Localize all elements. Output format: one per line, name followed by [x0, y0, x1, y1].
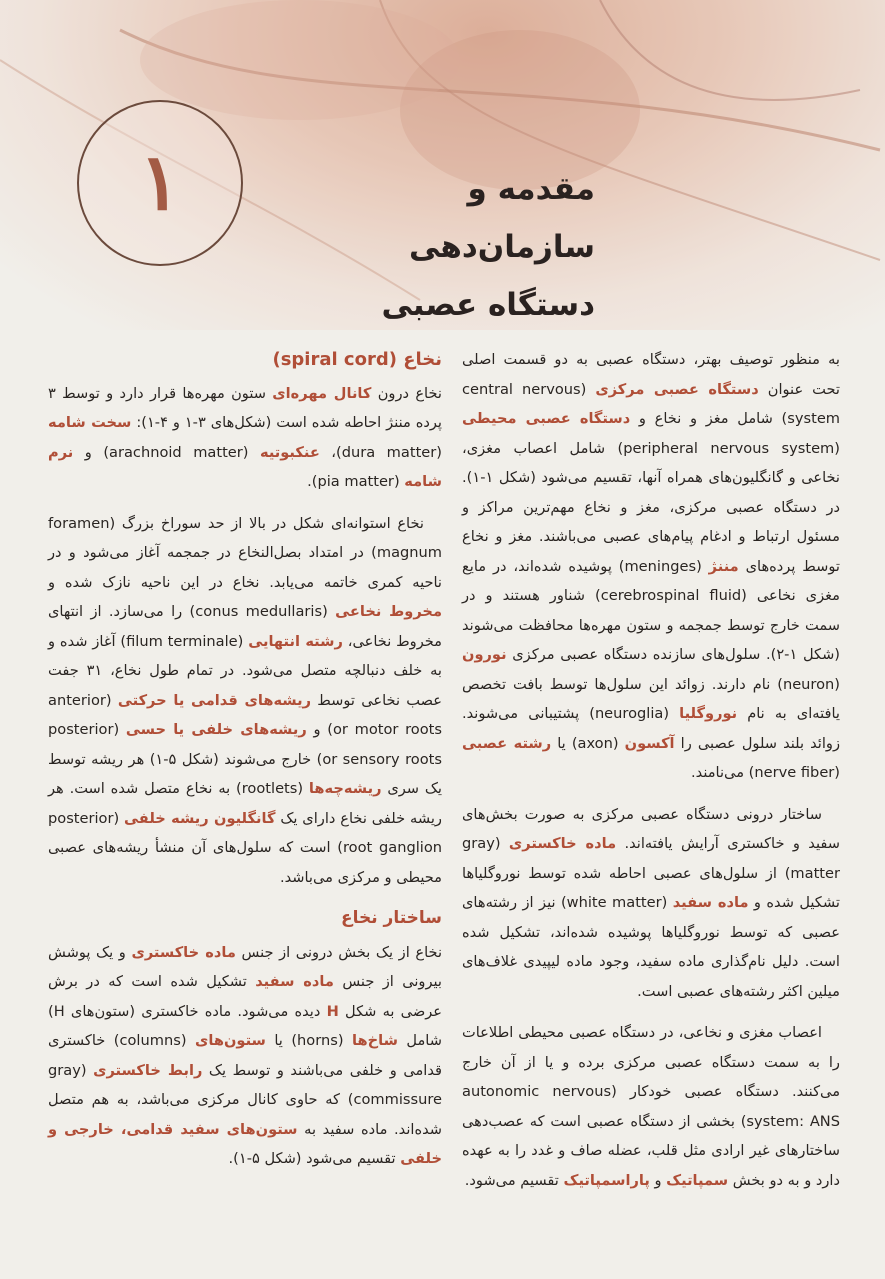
text-run: (gray matter) از سلول‌های عصبی احاطه شده توسط نوروگلیاها تشکیل شده و	[462, 835, 840, 911]
key-term: ماده سفید	[255, 973, 334, 990]
text-run: (columns) خاکستری قدامی و خلفی می‌باشند و توسط یک	[48, 1032, 442, 1079]
text-run: نخاع استوانه‌ای شکل در بالا از حد سوراخ بزرگ (foramen magnum) در امتداد بصل‌النخاع در جمجمه آغاز می‌شود و در ناحیه کمری خاتمه می‌یابد. نخاع در این ناحیه نازک شده و	[48, 514, 442, 591]
text-run: (gray commissure) که حاوی کانال مرکزی می‌باشد، به هم متصل شده‌اند. ماده سفید به	[48, 1061, 442, 1138]
text-run: به منظور توصیف بهتر، دستگاه عصبی به دو قسمت اصلی تحت عنوان	[462, 351, 840, 398]
text-run: نخاع از یک بخش درونی از جنس	[235, 943, 443, 961]
text-run: اعصاب مغزی و نخاعی، در دستگاه عصبی محیطی اطلاعات را به سمت دستگاه عصبی مرکزی برده و یا از آن خارج می‌کنند. دستگاه عصبی خودکار (autonomic nervous system: ANS) بخشی از دستگاه عصبی است که عصب‌دهی ساختارهای غیر ارادی مثل قلب، عضله صاف و غدد را به عهده دارد و به دو بخش	[462, 1024, 841, 1189]
text-run: (posterior or sensory roots) خارج می‌شوند (شکل ۵-۱) هر ریشه توسط یک سری	[48, 721, 442, 797]
text-run: (axon) یا	[551, 734, 625, 752]
key-term: گانگلیون ریشه خلفی	[124, 809, 276, 827]
chapter-number: ۱	[139, 137, 181, 228]
chapter-title-line2: دستگاه عصبی	[381, 287, 595, 323]
key-term: پاراسمپاتیک	[563, 1171, 650, 1189]
key-term: نرم شامه	[48, 443, 442, 490]
text-run: تقسیم می‌شود.	[464, 1171, 564, 1189]
key-term: ماده خاکستری	[508, 835, 617, 852]
key-term: ماده خاکستری	[131, 943, 236, 961]
key-term: شاخ‌ها	[352, 1032, 398, 1049]
text-run: ساختار درونی دستگاه عصبی مرکزی به صورت بخش‌های سفید و خاکستری آرایش یافته‌اند.	[462, 805, 840, 852]
left-text-column	[48, 345, 442, 1186]
paragraph	[48, 938, 442, 1174]
key-term: H	[326, 1002, 339, 1020]
paragraph	[48, 509, 442, 893]
key-term: ماده سفید	[672, 894, 749, 911]
text-run: و یک پوشش بیرونی از جنس	[48, 943, 442, 990]
key-term: رشته انتهایی	[248, 632, 343, 650]
text-run: (posterior root ganglion) است که سلول‌های آن منشأ ریشه‌های عصبی محیطی و مرکزی می‌باشد.	[48, 809, 442, 886]
chapter-title	[295, 160, 595, 334]
key-term: مننژ	[708, 557, 739, 575]
text-run: (nerve fiber) می‌نامند.	[691, 764, 840, 781]
text-run: (anterior or motor roots) و	[48, 691, 442, 738]
text-run: (central nervous system) شامل مغز و نخاع و	[462, 380, 841, 427]
text-run: (peripheral nervous system) شامل اعصاب مغزی، نخاعی و گانگلیون‌های همراه آنها، تقسیم می‌شود (شکل ۱-۱). در دستگاه عصبی مرکزی، مغز و نخاع مهم‌ترین مراکز و مسئول ارتباط و ادغام پیام‌های عصبی می‌باشند. مغز و نخاع توسط پرده‌های	[462, 439, 840, 575]
text-run: ستون مهره‌ها قرار دارد و توسط ۳ پرده مننژ احاطه شده است (شکل‌های ۳-۱ و ۴-۱):	[48, 384, 442, 431]
text-run: (meninges) پوشیده شده‌اند، در مایع مغزی نخاعی (cerebrospinal fluid) شناور هستند و در سمت خارج توسط جمجمه و ستون مهره‌ها محافظت می‌شوند (شکل ۱-۲). سلول‌های سازنده دستگاه عصبی مرکزی	[462, 557, 840, 663]
text-run: تقسیم می‌شود (شکل ۵-۱).	[228, 1150, 401, 1167]
key-term: رشته عصبی	[462, 734, 552, 752]
chapter-title-line1: مقدمه و سازمان‌دهی	[408, 171, 595, 265]
section-heading: ساختار نخاع	[340, 908, 442, 928]
key-term: ریشه‌های خلفی یا حسی	[125, 721, 307, 738]
text-run: (horns) یا	[265, 1032, 352, 1049]
text-run: دیده می‌شود. ماده خاکستری (ستون‌های H) شامل	[48, 1002, 442, 1049]
key-term: سخت شامه	[48, 414, 132, 431]
text-run: و	[649, 1171, 667, 1189]
text-run: (conus medullaris) را می‌سازد. از انتهای مخروط نخاعی،	[48, 603, 442, 650]
key-term: نوروگلیا	[679, 705, 738, 722]
text-run: (dura matter)،	[319, 443, 442, 461]
key-term: ستون‌های	[194, 1032, 266, 1049]
key-term: عنکبوتیه	[259, 443, 320, 461]
text-run: (pia matter).	[307, 473, 405, 490]
text-run: (rootlets) به نخاع متصل شده است. هر ریشه خلفی نخاع دارای یک	[48, 780, 442, 827]
paragraph	[462, 1018, 840, 1195]
key-term: سمپاتیک	[666, 1171, 729, 1189]
key-term: آکسون	[624, 734, 675, 752]
key-term: ستون‌های سفید قدامی، خارجی و خلفی	[48, 1120, 442, 1167]
key-term: دستگاه عصبی مرکزی	[595, 380, 759, 398]
text-run: تشکیل شده است که در برش عرضی به شکل	[48, 973, 442, 1020]
text-run: (neuroglia) پشتیبانی می‌شوند. زوائد بلند سلول عصبی را	[462, 705, 840, 752]
chapter-number-badge	[77, 100, 243, 266]
text-run: (filum terminale) آغاز شده و به خلف دنبالچه متصل می‌شود. در تمام طول نخاع، ۳۱ جفت عصب نخاعی توسط	[48, 632, 442, 709]
text-run: (arachnoid matter) و	[73, 443, 260, 461]
paragraph	[462, 800, 840, 1007]
text-run: (neuron) نام دارند. زوائد این سلول‌ها توسط بافت تخصص یافته‌ای به نام	[462, 675, 840, 722]
right-text-column	[462, 345, 840, 1207]
key-term: نورون	[462, 646, 507, 663]
paragraph	[462, 345, 840, 788]
key-term: رابط خاکستری	[93, 1061, 203, 1079]
paragraph	[48, 379, 442, 497]
key-term: مخروط نخاعی	[335, 603, 442, 620]
text-run: نخاع درون	[371, 384, 442, 402]
key-term: دستگاه عصبی محیطی	[462, 410, 631, 427]
section-heading: نخاع (spiral cord)	[272, 349, 442, 370]
key-term: ریشه‌های قدامی یا حرکتی	[117, 691, 312, 709]
key-term: ریشه‌چه‌ها	[308, 780, 382, 797]
key-term: کانال مهره‌ای	[272, 384, 372, 402]
text-run: (white matter) نیز از رشته‌های عصبی که توسط نوروگلیاها پوشیده شده‌اند، تشکیل شده است. دلیل نام‌گذاری ماده سفید، وجود ماده لیپیدی غلاف‌های میلین اکثر رشته‌های عصبی است.	[462, 894, 840, 1000]
